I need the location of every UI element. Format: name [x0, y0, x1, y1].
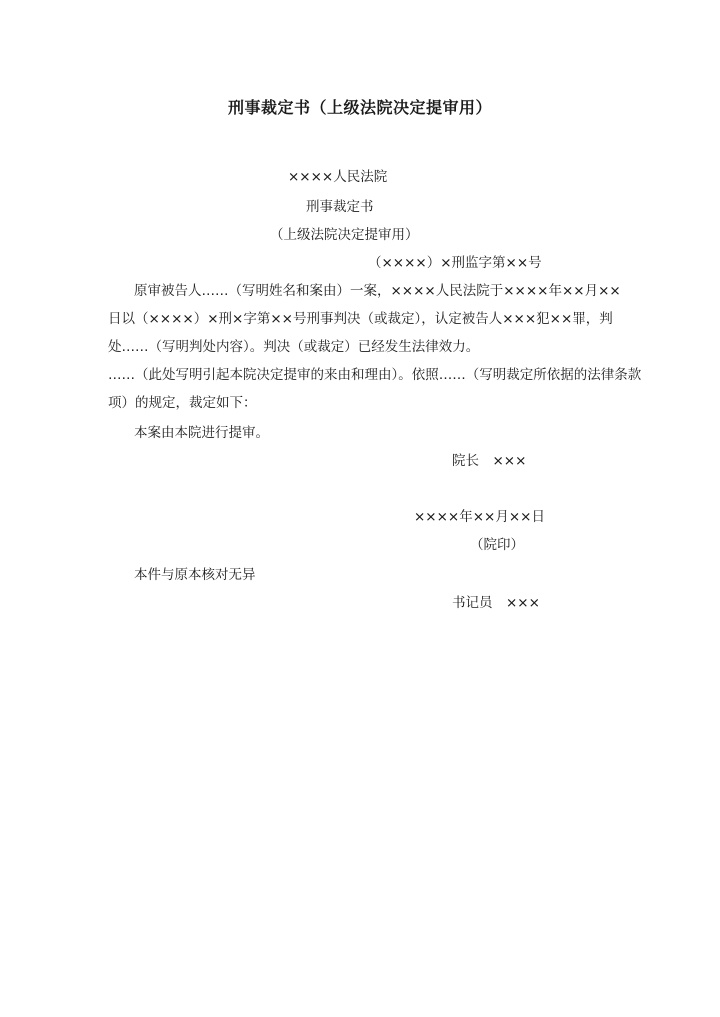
document-type: 刑事裁定书 [306, 199, 374, 215]
court-name: ××××人民法院 [288, 169, 388, 185]
document-subtitle: （上级法院决定提审用） [270, 227, 419, 243]
court-seal: （院印） [470, 537, 524, 553]
ruling-line: 本案由本院进行提审。 [134, 425, 269, 441]
body-line-5: 项）的规定，裁定如下： [108, 395, 257, 411]
verified-note: 本件与原本核对无异 [134, 567, 256, 583]
clerk-signature: 书记员 ××× [452, 595, 540, 611]
president-signature: 院长 ××× [452, 453, 527, 469]
body-line-1: 原审被告人……（写明姓名和案由）一案，××××人民法院于××××年××月×× [134, 283, 621, 299]
document-title: 刑事裁定书（上级法院决定提审用） [227, 98, 492, 117]
body-line-3: 处……（写明判处内容）。判决（或裁定）已经发生法律效力。 [108, 339, 480, 355]
document-date: ××××年××月××日 [414, 509, 545, 525]
body-line-4: ……（此处写明引起本院决定提审的来由和理由）。依照……（写明裁定所依据的法律条款 [108, 367, 642, 383]
body-line-2: 日以（××××）×刑×字第××号刑事判决（或裁定），认定被告人×××犯××罪，判 [108, 311, 613, 327]
case-number: （××××）×刑监字第××号 [368, 255, 542, 271]
